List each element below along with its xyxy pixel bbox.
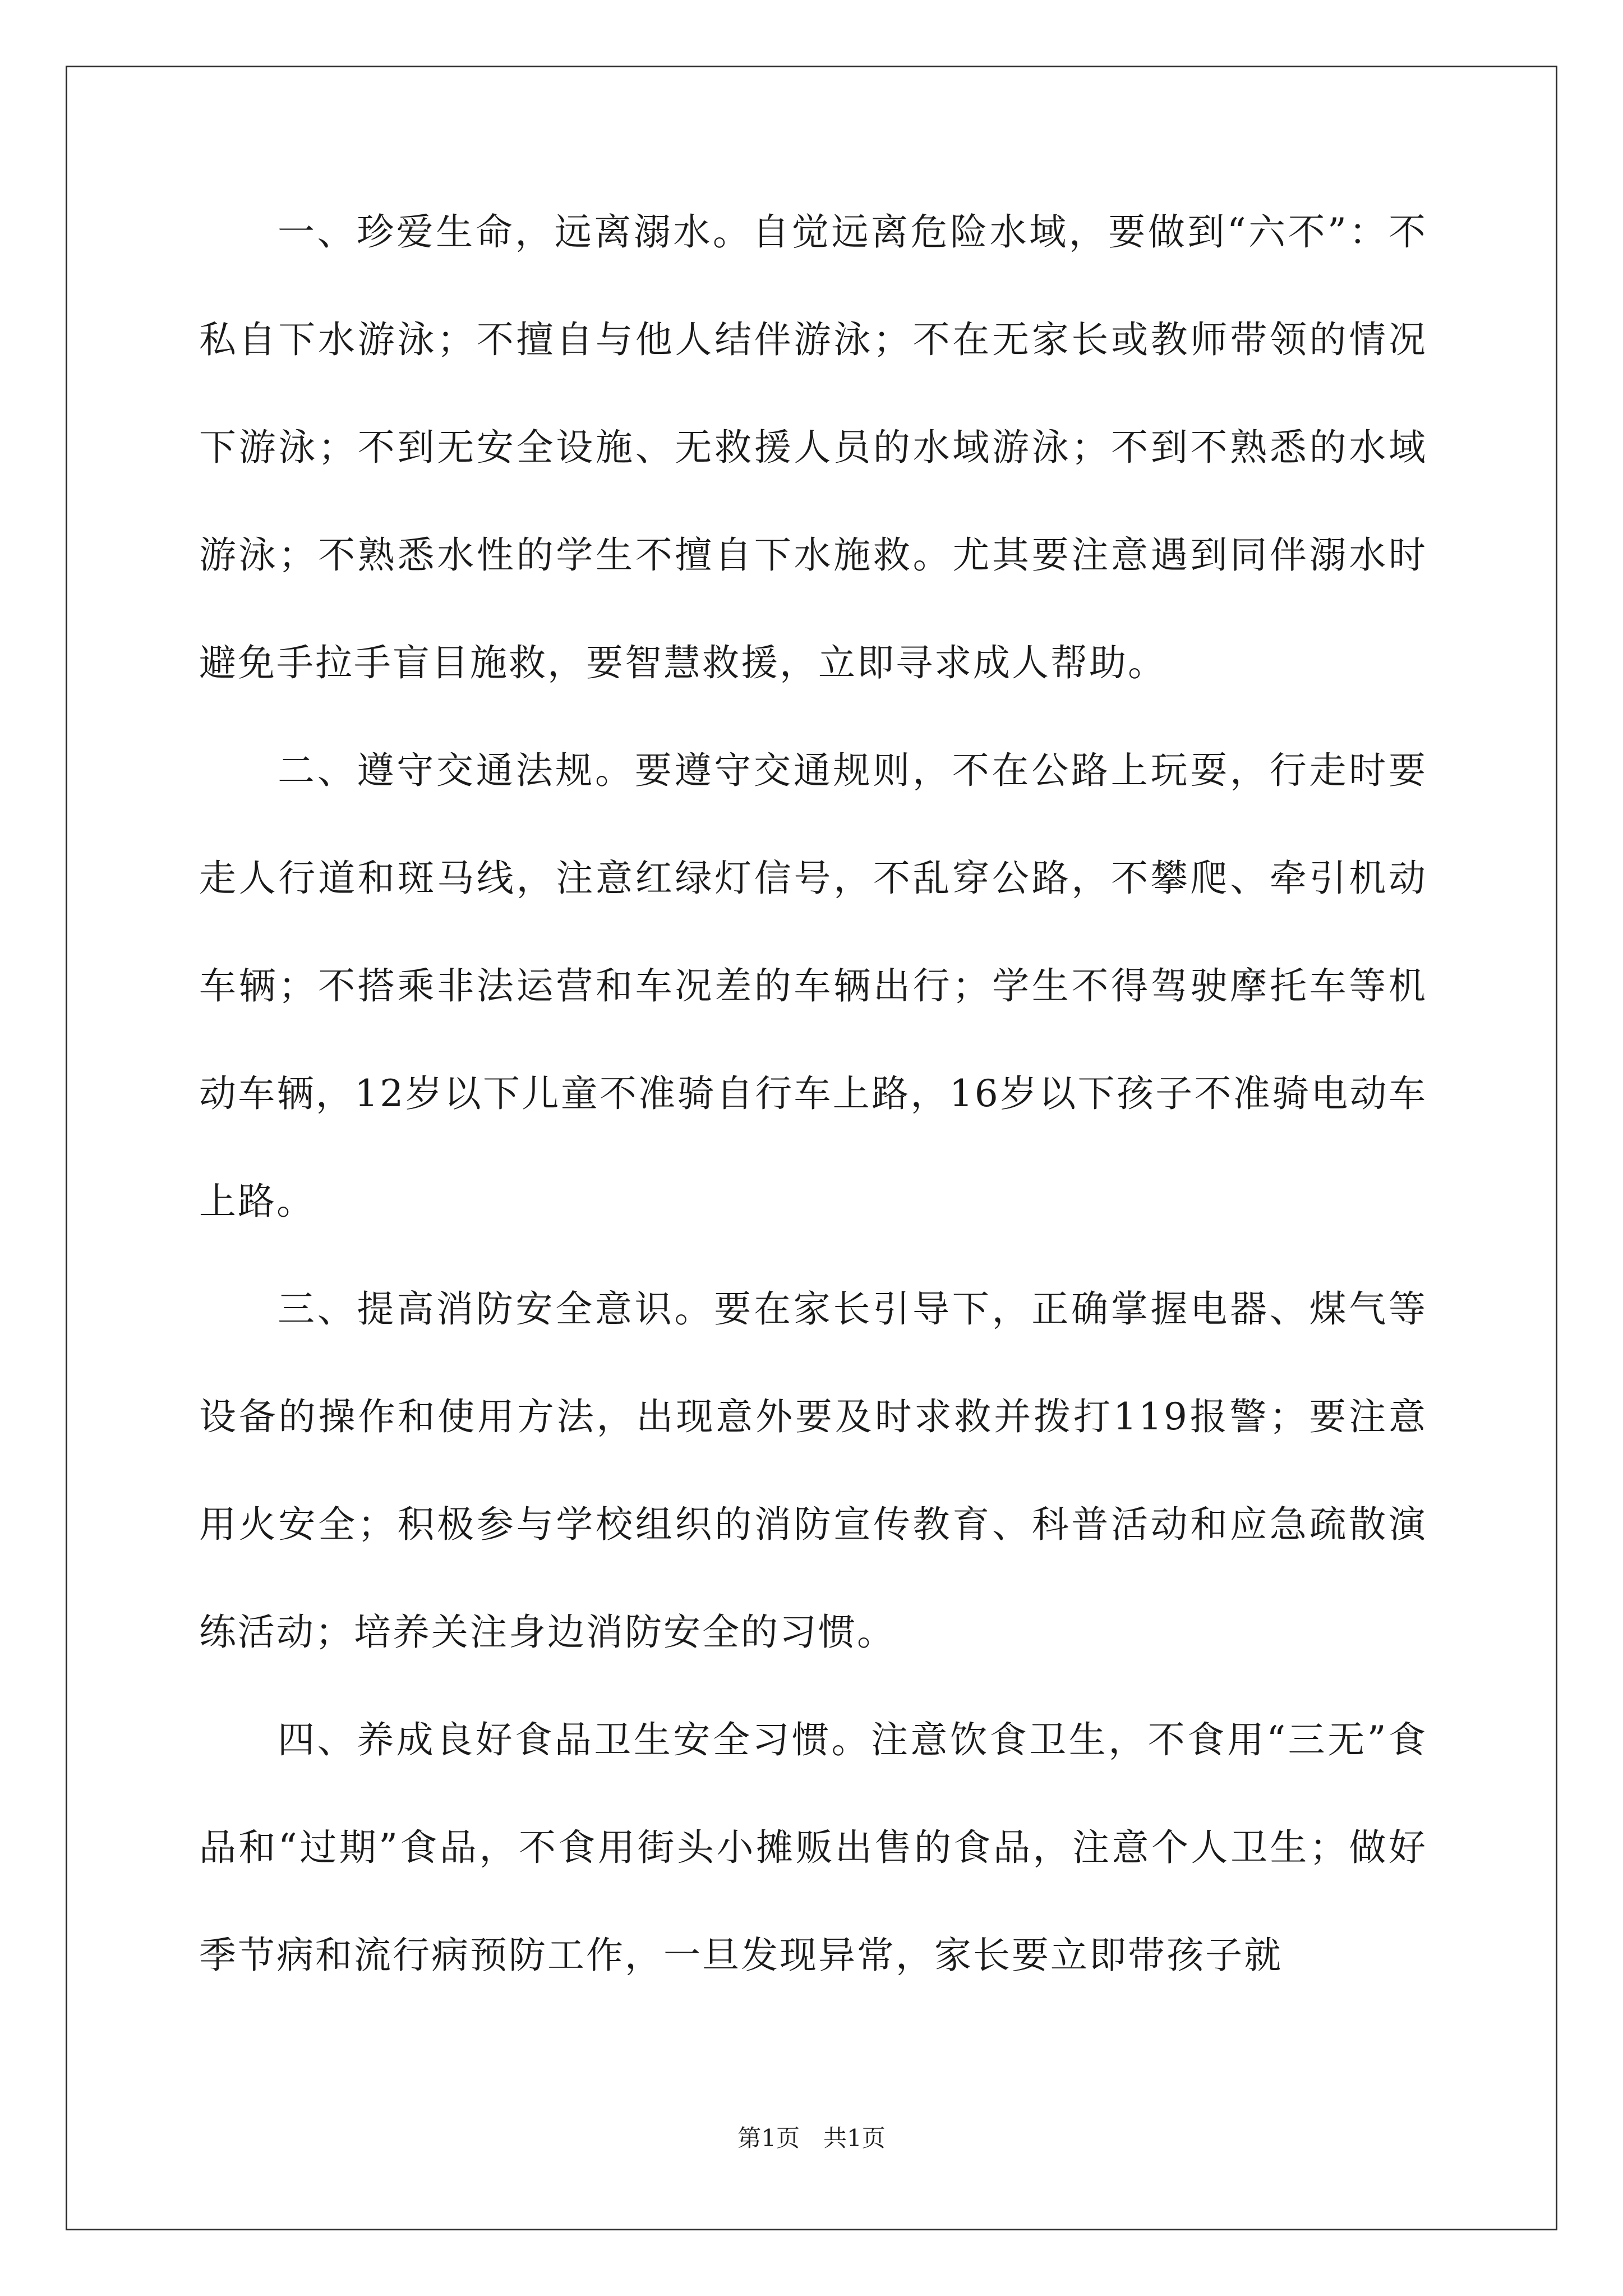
page-number: 第1页 [737,2124,800,2152]
paragraph-drowning-safety: 一、珍爱生命，远离溺水。自觉远离危险水域，要做到“六不”：不私自下水游泳；不擅自与他人结伴游泳；不在无家长或教师带领的情况下游泳；不到无安全设施、无救援人员的水域游泳；不到不熟悉的水域游泳；不熟悉水性的学生不擅自下水施救。尤其要注意遇到同伴溺水时避免手拉手盲目施救，要智慧救援，立即寻求成人帮助。 [199,210,1427,684]
paragraph-food-safety: 四、养成良好食品卫生安全习惯。注意饮食卫生，不食用“三无”食品和“过期”食品，不食用街头小摊贩出售的食品，注意个人卫生；做好季节病和流行病预防工作，一旦发现异常，家长要立即带孩子就 [199,1718,1427,1977]
page-footer [0,2122,1623,2155]
document-body [199,178,1427,2009]
page-total: 共1页 [823,2124,886,2152]
paragraph-traffic-safety: 二、遵守交通法规。要遵守交通规则，不在公路上玩耍，行走时要走人行道和斑马线，注意红绿灯信号，不乱穿公路，不攀爬、牵引机动车辆；不搭乘非法运营和车况差的车辆出行；学生不得驾驶摩托车等机动车辆，12岁以下儿童不准骑自行车上路，16岁以下孩子不准骑电动车上路。 [199,749,1427,1223]
paragraph-fire-safety: 三、提高消防安全意识。要在家长引导下，正确掌握电器、煤气等设备的操作和使用方法，出现意外要及时求救并拨打119报警；要注意用火安全；积极参与学校组织的消防宣传教育、科普活动和应急疏散演练活动；培养关注身边消防安全的习惯。 [199,1287,1427,1654]
